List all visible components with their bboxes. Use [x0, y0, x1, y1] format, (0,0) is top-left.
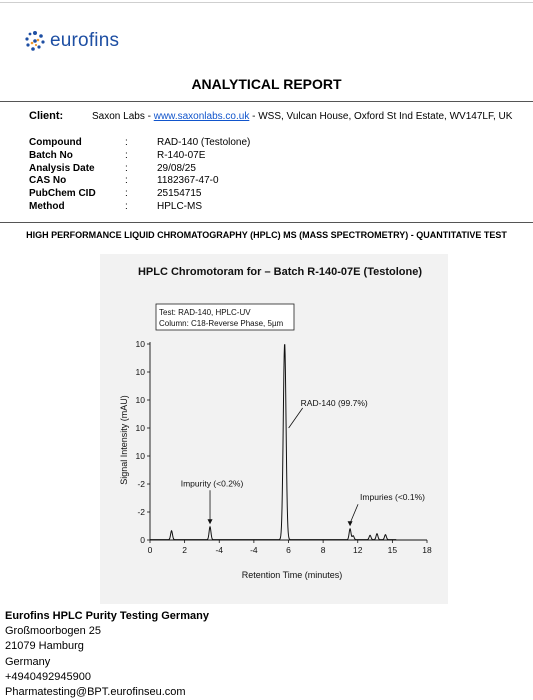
eurofins-logo-icon	[24, 30, 46, 52]
y-tick-label: 0	[140, 535, 145, 545]
footer-email: Pharmatesting@BPT.eurofinseu.com	[5, 686, 186, 699]
meta-value: HPLC-MS	[157, 200, 203, 212]
meta-sep: :	[125, 188, 128, 200]
y-tick-label: 10	[135, 451, 145, 461]
y-tick-label: 10	[135, 395, 145, 405]
peak-arrowhead	[208, 519, 213, 524]
meta-sep: :	[125, 162, 128, 174]
chromatogram-panel	[100, 254, 448, 604]
peak-label: RAD-140 (99.7%)	[300, 398, 368, 408]
x-tick-label: -4	[215, 545, 224, 555]
peak-arrowhead	[348, 521, 353, 526]
y-tick-label: -2	[137, 479, 145, 489]
y-axis-label: Signal Intensity (mAU)	[119, 395, 129, 485]
meta-row	[29, 137, 250, 150]
footer-street: Großmoorbogen 25	[5, 625, 101, 638]
meta-row	[29, 150, 250, 163]
meta-key: Compound	[29, 137, 82, 148]
meta-key: Method	[29, 200, 65, 212]
meta-value: 25154715	[157, 188, 202, 200]
meta-row	[29, 175, 250, 188]
peak-pointer	[350, 504, 358, 523]
client-value	[92, 111, 512, 122]
chart-title: HPLC Chromotoram for – Batch R-140-07E (Testolone)	[137, 266, 423, 278]
x-tick-label: 18	[422, 545, 432, 555]
meta-value: RAD-140 (Testolone)	[157, 137, 251, 148]
meta-value: 1182367-47-0	[157, 175, 219, 187]
meta-row	[29, 163, 250, 176]
logo-wordmark: eurofins	[50, 30, 120, 51]
client-name: Saxon Labs -	[92, 111, 154, 122]
chart-info-line: Test: RAD-140, HPLC-UV	[159, 308, 251, 317]
meta-sep: :	[125, 137, 128, 148]
y-tick-label: 10	[135, 367, 145, 377]
x-tick-label: -4	[250, 545, 258, 555]
meta-sep: :	[125, 149, 128, 161]
client-website-link[interactable]: www.saxonlabs.co.uk	[153, 111, 250, 122]
chromatogram-trace	[150, 345, 396, 540]
footer-company: Eurofins HPLC Purity Testing Germany	[5, 610, 209, 622]
y-tick-label: 10	[135, 423, 145, 433]
x-tick-label: 12	[353, 545, 363, 555]
x-tick-label: 15	[387, 545, 398, 555]
footer-country: Germany	[5, 655, 51, 668]
x-tick-label: 8	[320, 545, 326, 555]
peak-label: Impuries (<0.1%)	[360, 492, 426, 503]
header-divider	[0, 101, 533, 102]
footer-phone: +4940492945900	[5, 670, 91, 683]
chromatogram-chart	[100, 254, 448, 604]
meta-row	[29, 201, 250, 214]
meta-value: 29/08/25	[157, 162, 196, 174]
x-tick-label: 0	[147, 545, 153, 555]
meta-key: Analysis Date	[29, 162, 95, 174]
meta-key: CAS No	[29, 175, 67, 187]
chart-info-line: Column: C18-Reverse Phase, 5µm	[159, 319, 284, 328]
meta-key: Batch No	[29, 149, 73, 161]
y-tick-label: 10	[135, 339, 145, 349]
eurofins-logo	[24, 30, 119, 52]
x-axis-label: Retention Time (minutes)	[241, 570, 343, 580]
meta-key: PubChem CID	[29, 188, 96, 200]
client-label: Client:	[29, 110, 64, 122]
meta-sep: :	[125, 175, 128, 187]
peak-pointer	[289, 408, 303, 428]
section-divider	[0, 222, 533, 223]
meta-table	[29, 137, 250, 214]
report-title: ANALYTICAL REPORT	[191, 76, 342, 92]
y-tick-label: -2	[137, 507, 145, 517]
x-tick-label: 2	[182, 545, 187, 555]
x-tick-label: 6	[286, 545, 291, 555]
meta-value: R-140-07E	[157, 149, 206, 161]
client-address: - WSS, Vulcan House, Oxford St Ind Estate, WV147LF, UK	[249, 111, 513, 122]
top-divider	[0, 2, 533, 3]
section-title: HIGH PERFORMANCE LIQUID CHROMATOGRAPHY (HPLC) MS (MASS SPECTROMETRY) - QUANTITATIVE TEST	[26, 230, 507, 240]
footer-address	[5, 609, 209, 700]
meta-sep: :	[125, 200, 128, 212]
footer-city: 21079 Hamburg	[5, 640, 84, 653]
meta-row	[29, 188, 250, 201]
peak-label: Impurity (<0.2%)	[180, 478, 244, 489]
